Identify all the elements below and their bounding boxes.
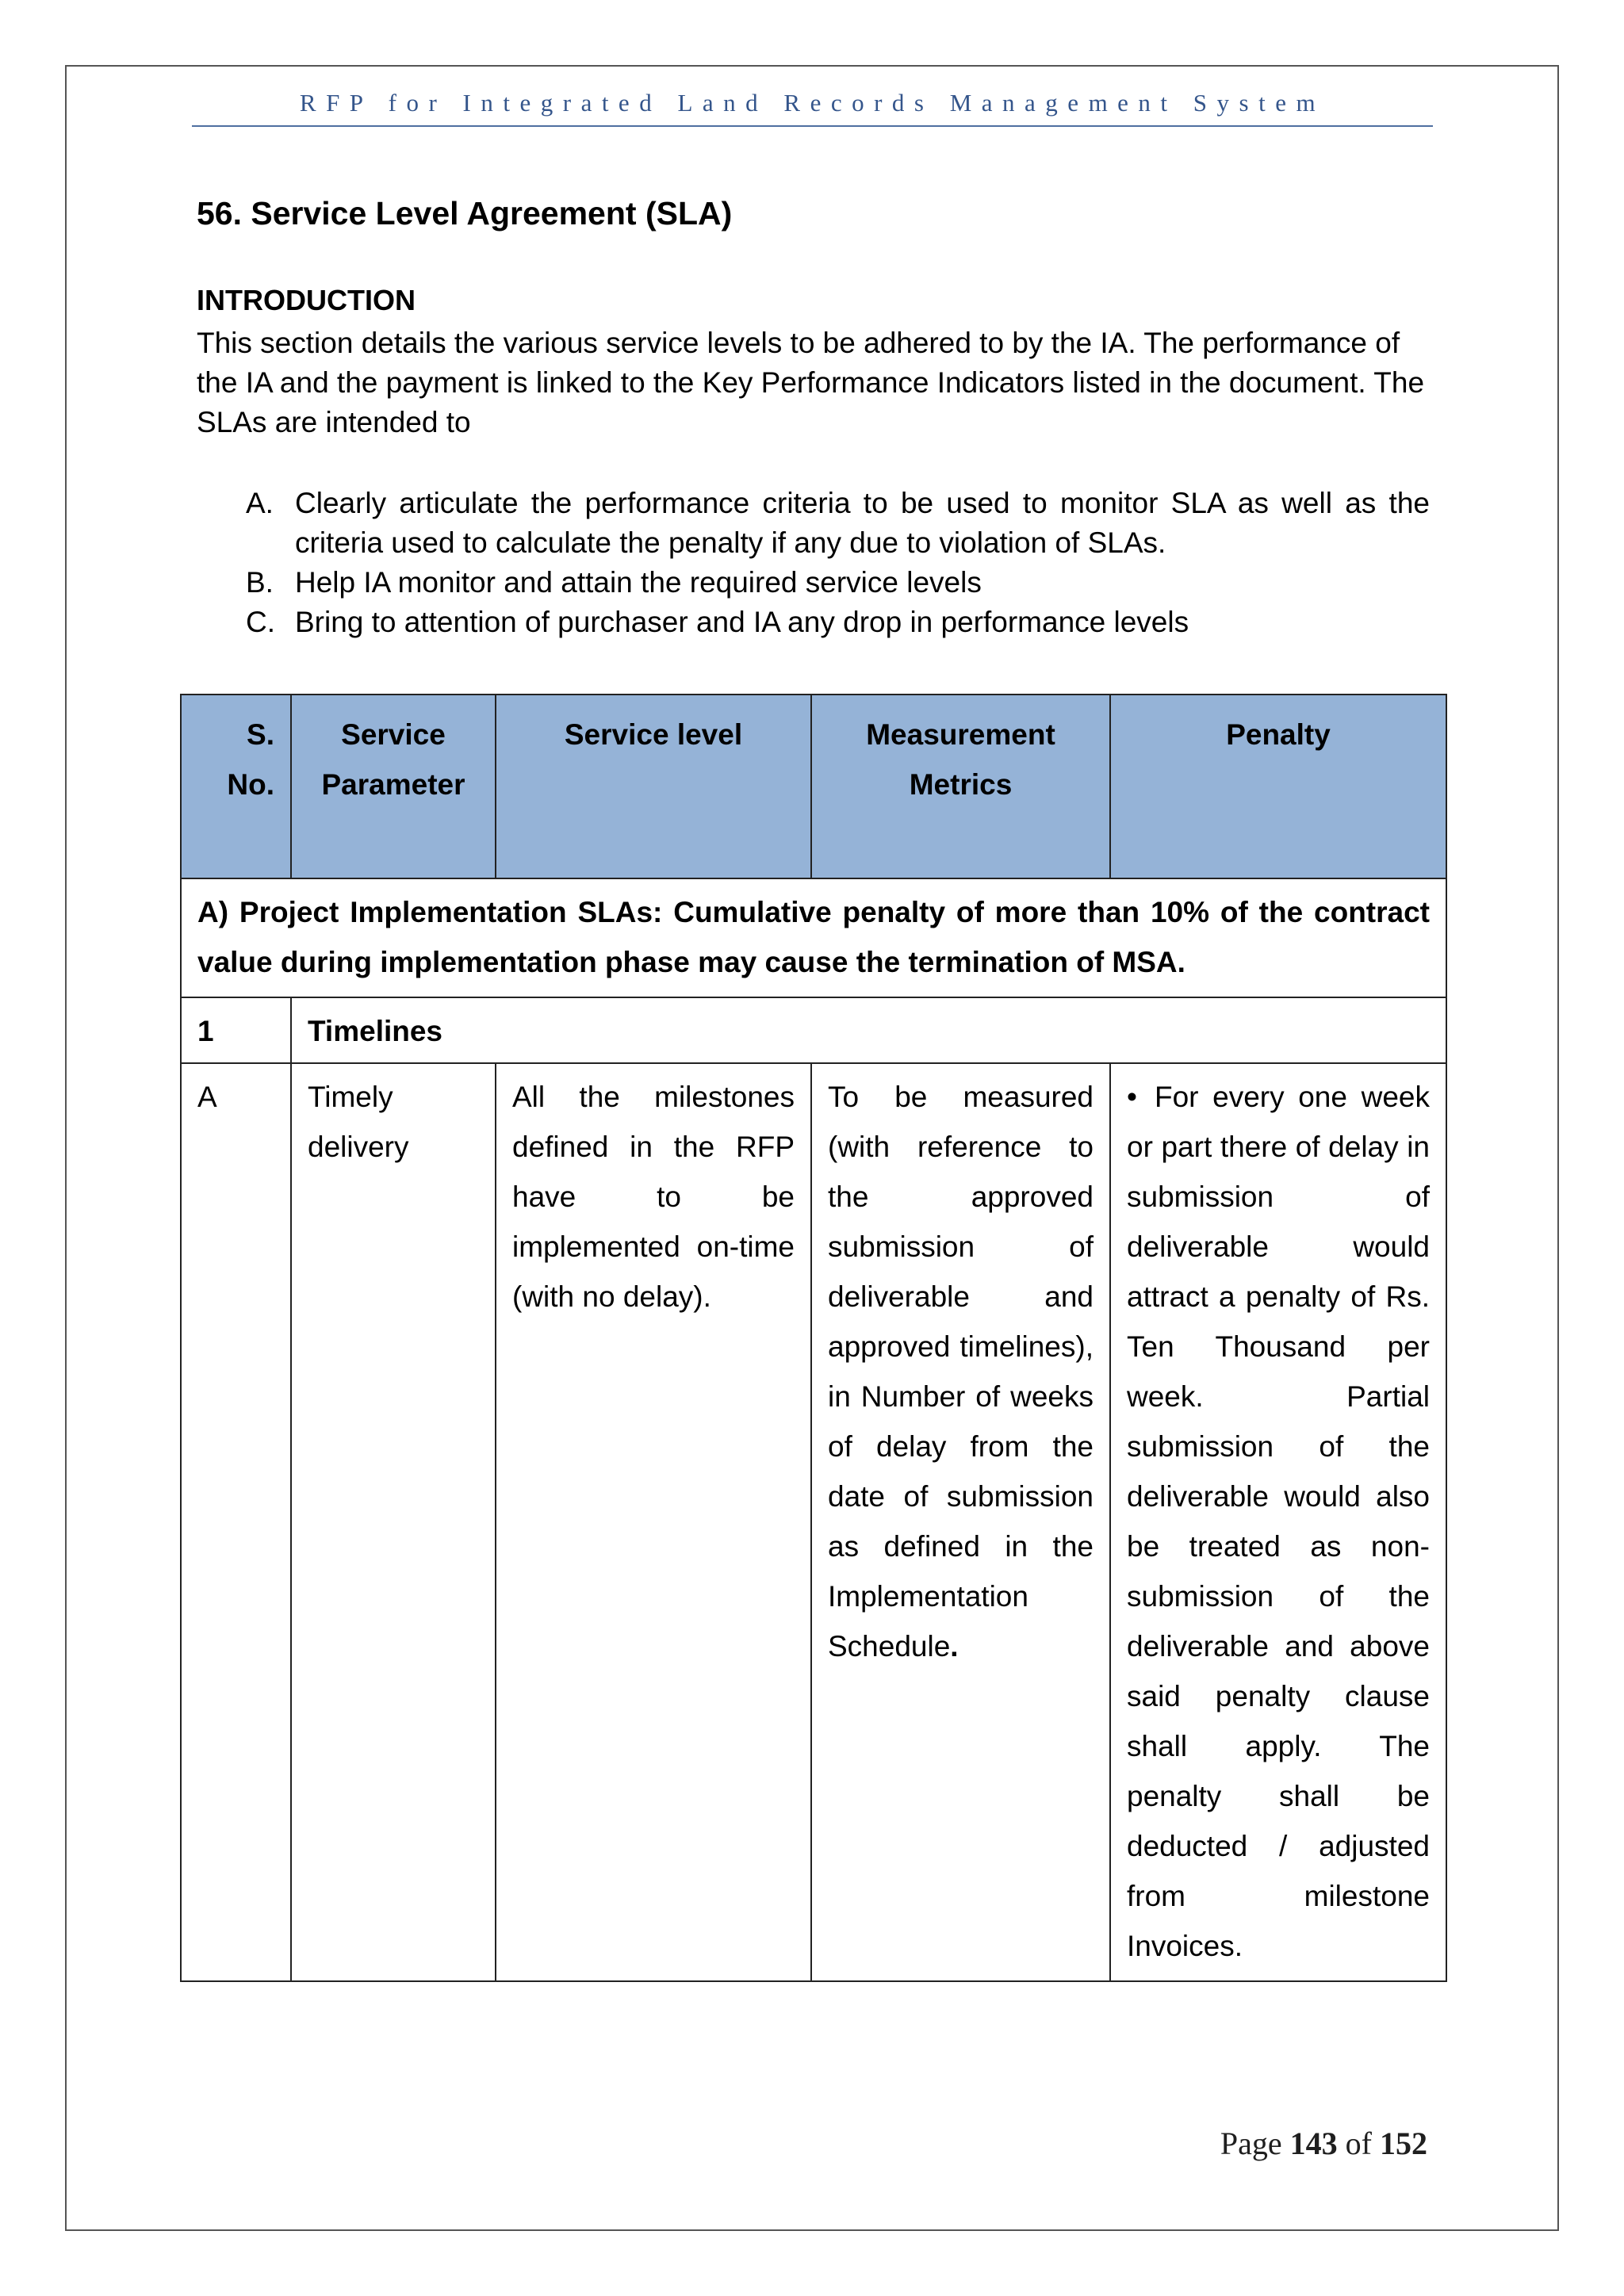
header-rule [192,125,1433,127]
bullet-icon: • [1127,1081,1137,1113]
intro-heading: INTRODUCTION [197,284,416,316]
section-title: 56. Service Level Agreement (SLA) [197,195,733,232]
intro-paragraph [197,323,1430,442]
row-metrics [811,1063,1110,1981]
header-sno-line1: S. [247,718,274,751]
header-measurement-metrics [811,695,1110,878]
table-row [181,1063,1446,1981]
header-penalty: Penalty [1110,695,1446,878]
row-parameter: Timely delivery [291,1063,496,1981]
table-header-row [181,695,1446,878]
row-penalty-text: For every one week or part there of delay in submission of deliverable would attract a penalty of Rs. Ten Thousand per week. Partial submission of the deliverable would also be treated as non- submission of the deliverable and above said penalty clause shall apply. The penalty shall be deducted / adjusted from milestone Invoices. [1127,1081,1430,1962]
row-metrics-text: To be measured (with reference to the approved submission of deliverable and approved timelines), in Number of weeks of delay from the date of submission as defined in the Implementation Schedule [828,1081,1094,1663]
section-a-text: A) Project Implementation SLAs: Cumulative penalty of more than 10% of the contract value during implementation phase may cause the termination of MSA. [181,878,1446,997]
page-number [1213,2125,1427,2162]
page-of: of [1345,2126,1372,2161]
group-row [181,997,1446,1063]
header-service-level: Service level [496,695,811,878]
row-metrics-end: . [950,1630,959,1663]
intro-paragraph-text: This section details the various service levels to be adhered to by the IA. The performance of the IA and the payment is linked to the Key Performance Indicators listed in the document. The SLAs are intended to [197,327,1425,438]
row-service-level: All the milestones defined in the RFP have to be implemented on-time (with no delay). [496,1063,811,1981]
header-param-line1: Service [341,718,446,751]
running-header: RFP for Integrated Land Records Management System [299,89,1326,117]
header-service-parameter [291,695,496,878]
header-param-line2: Parameter [321,768,465,801]
header-metrics-line1: Measurement [866,718,1055,751]
group-label: Timelines [291,997,1446,1063]
page-total: 152 [1380,2126,1427,2161]
goal-marker: B. [246,566,274,599]
sla-table [180,694,1447,1982]
goal-marker: A. [246,487,274,519]
header-sno-line2: No. [227,768,274,801]
goal-item [197,603,1430,642]
goal-text: Help IA monitor and attain the required service levels [295,566,982,599]
header-sno [181,695,291,878]
page-prefix: Page [1220,2126,1282,2161]
goal-marker: C. [246,606,275,638]
section-a-row [181,878,1446,997]
header-metrics-line2: Metrics [909,768,1013,801]
row-penalty [1110,1063,1446,1981]
goal-list [197,484,1430,642]
page-current: 143 [1289,2126,1338,2161]
group-number: 1 [181,997,291,1063]
goal-item [197,484,1430,563]
row-sno: A [181,1063,291,1981]
goal-text: Clearly articulate the performance criteria to be used to monitor SLA as well as the criteria used to calculate the penalty if any due to violation of SLAs. [295,487,1430,559]
goal-item [197,563,1430,603]
goal-text: Bring to attention of purchaser and IA any drop in performance levels [295,606,1189,638]
